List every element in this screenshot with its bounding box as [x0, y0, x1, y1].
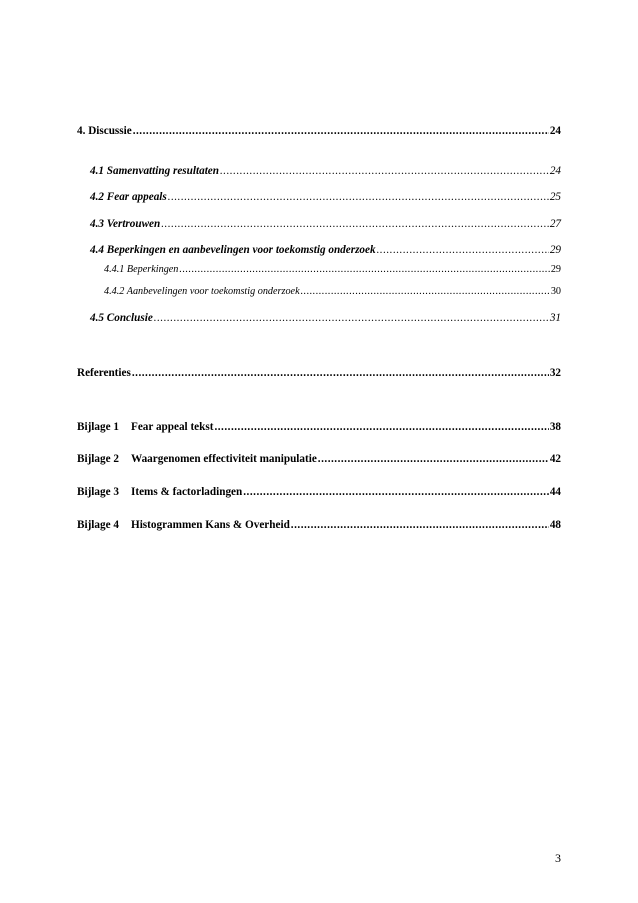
- toc-page-number: 44: [549, 486, 561, 498]
- toc-page-number: 25: [549, 191, 561, 203]
- toc-label: 4.5 Conclusie: [90, 312, 153, 324]
- appendix-number: Bijlage 2: [77, 453, 119, 465]
- toc-entry-appendix-1[interactable]: [77, 422, 561, 433]
- toc-page-number: 29: [549, 244, 561, 256]
- toc-label: 4.4 Beperkingen en aanbevelingen voor toekomstig onderzoek: [90, 244, 376, 256]
- toc-label: [77, 520, 290, 531]
- appendix-title: Waargenomen effectiviteit manipulatie: [131, 453, 317, 465]
- toc-dot-leader: [220, 166, 549, 177]
- appendix-number: Bijlage 3: [77, 486, 119, 498]
- toc-page-number: 27: [549, 218, 561, 230]
- toc-page-number: 30: [550, 286, 561, 297]
- toc-dot-leader: [291, 520, 549, 531]
- toc-entry-appendix-4[interactable]: [77, 520, 561, 531]
- toc-dot-leader: [132, 368, 549, 379]
- toc-label: 4.4.1 Beperkingen: [104, 264, 179, 275]
- toc-label: [77, 487, 242, 498]
- toc-label: [77, 422, 213, 433]
- toc-entry-appendix-3[interactable]: [77, 487, 561, 498]
- toc-page-number: 38: [549, 421, 561, 433]
- toc-entry-appendix-2[interactable]: [77, 454, 561, 465]
- toc-dot-leader: [179, 265, 549, 275]
- toc-label: 4.3 Vertrouwen: [90, 218, 161, 230]
- toc-label: Referenties: [77, 367, 131, 379]
- toc-entry-4-1[interactable]: [90, 166, 561, 177]
- toc-dot-leader: [377, 245, 549, 256]
- appendix-title: Items & factorladingen: [131, 486, 243, 498]
- toc-label: 4. Discussie: [77, 125, 132, 137]
- appendix-title: Histogrammen Kans & Overheid: [131, 519, 290, 531]
- toc-dot-leader: [133, 126, 549, 137]
- toc-page-number: 24: [549, 125, 561, 137]
- toc-page-number: 24: [549, 165, 561, 177]
- toc-entry-chapter-4[interactable]: [77, 126, 561, 137]
- toc-dot-leader: [154, 313, 549, 324]
- page-number: 3: [555, 851, 561, 865]
- toc-page-number: 31: [549, 312, 561, 324]
- toc-dot-leader: [243, 487, 549, 498]
- appendix-number: Bijlage 4: [77, 519, 119, 531]
- toc-entry-4-5[interactable]: [90, 313, 561, 324]
- toc-entry-4-4[interactable]: [90, 245, 561, 256]
- toc-entry-references[interactable]: [77, 368, 561, 379]
- toc-label: 4.2 Fear appeals: [90, 191, 167, 203]
- toc-entry-4-3[interactable]: [90, 219, 561, 230]
- appendix-number: Bijlage 1: [77, 421, 119, 433]
- toc-label: [77, 454, 317, 465]
- toc-dot-leader: [168, 192, 549, 203]
- toc-page-number: 32: [549, 367, 561, 379]
- toc-page-number: 42: [549, 453, 561, 465]
- toc-entry-4-4-2[interactable]: [104, 287, 561, 297]
- toc-entry-4-4-1[interactable]: [104, 265, 561, 275]
- toc-entry-4-2[interactable]: [90, 192, 561, 203]
- toc-page-number: 48: [549, 519, 561, 531]
- toc-page-number: 29: [550, 264, 561, 275]
- toc-dot-leader: [318, 454, 549, 465]
- toc-dot-leader: [301, 287, 550, 297]
- toc-label: 4.4.2 Aanbevelingen voor toekomstig onderzoek: [104, 286, 300, 297]
- appendix-title: Fear appeal tekst: [131, 421, 214, 433]
- toc-dot-leader: [214, 422, 548, 433]
- toc-dot-leader: [161, 219, 549, 230]
- toc-label: 4.1 Samenvatting resultaten: [90, 165, 219, 177]
